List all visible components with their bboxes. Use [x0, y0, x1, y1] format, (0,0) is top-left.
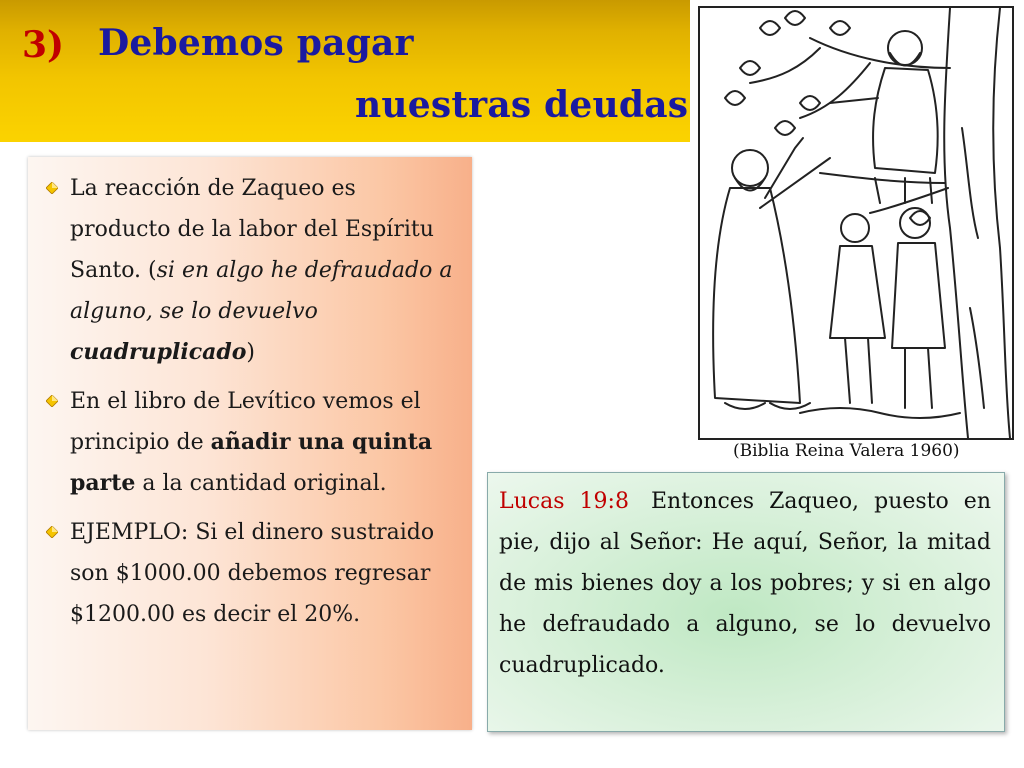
bullet-diamond-icon [46, 526, 58, 538]
bullet-item [40, 512, 460, 635]
verse-text-block [499, 481, 991, 686]
bullet-1-text: La reacción de Zaqueo es producto de la labor del Espíritu Santo. ( [70, 176, 434, 283]
bullet-2-text: En el libro de Levítico vemos el principio de [70, 389, 421, 455]
title-line-1: Debemos pagar [98, 22, 414, 64]
bullet-2-emphasis: añadir una quinta parte [70, 429, 433, 496]
bullet-item [40, 381, 460, 504]
bullet-1-close: ) [246, 340, 256, 365]
bullet-3-text: EJEMPLO: Si el dinero sustraido son $1000.00 debemos regresar $1200.00 es decir el 20%. [70, 520, 435, 627]
image-caption: (Biblia Reina Valera 1960) [733, 441, 960, 461]
bullet-1-emphasis: cuadruplicado [70, 339, 247, 365]
verse-reference: Lucas 19:8 [499, 489, 629, 514]
bullet-diamond-icon [46, 182, 58, 194]
bullet-list [40, 168, 460, 643]
verse-text: Entonces Zaqueo, puesto en pie, dijo al Señor: He aquí, Señor, la mitad de mis bienes doy a los pobres; y si en algo he defraudado a alguno, se lo devuelvo cuadruplicado. [499, 489, 991, 678]
bullet-diamond-icon [46, 395, 58, 407]
section-number: 3) [22, 24, 65, 66]
bullet-item [40, 168, 460, 373]
zacchaeus-tree-illustration [698, 6, 1014, 440]
title-line-2: nuestras deudas [355, 84, 689, 126]
bullet-1-quote: si en algo he defraudado a alguno, se lo devuelvo [70, 258, 453, 324]
bullet-2-end: a la cantidad original. [135, 471, 387, 496]
